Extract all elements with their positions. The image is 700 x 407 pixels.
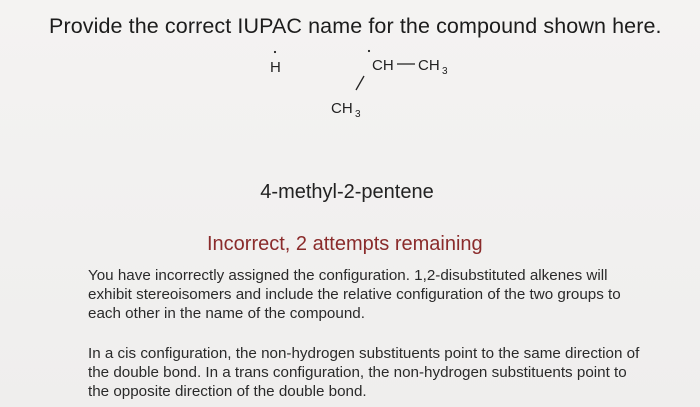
subscript-3-bottom: 3 bbox=[355, 109, 361, 120]
structure-drawing bbox=[0, 0, 700, 140]
subscript-3-right: 3 bbox=[442, 66, 448, 77]
atom-ch3-right: CH bbox=[418, 57, 440, 74]
feedback-paragraph-2: In a cis configuration, the non-hydrogen substituents point to the same direction of the double bond. In a trans configuration, the non-hydrogen substituents point to the opposite direction of the double bond. bbox=[88, 345, 640, 400]
chemical-structure bbox=[0, 0, 700, 140]
bond-diagonal bbox=[356, 76, 364, 90]
feedback-paragraph-1: You have incorrectly assigned the configuration. 1,2-disubstituted alkenes will exhibit stereoisomers and include the relative configuration of the two groups to each other in the name of the compound. bbox=[88, 267, 621, 322]
submitted-answer bbox=[0, 181, 700, 204]
radical-dot-h bbox=[274, 51, 276, 53]
question-prompt: Provide the correct IUPAC name for the compound shown here. bbox=[49, 14, 662, 38]
answer-text: 4-methyl-2-pentene bbox=[260, 181, 434, 203]
atom-ch3-bottom: CH bbox=[331, 100, 353, 117]
radical-dot-ch bbox=[368, 50, 370, 52]
atom-h: H bbox=[270, 59, 281, 76]
atom-ch: CH bbox=[372, 57, 394, 74]
status-message: Incorrect, 2 attempts remaining bbox=[207, 233, 483, 255]
